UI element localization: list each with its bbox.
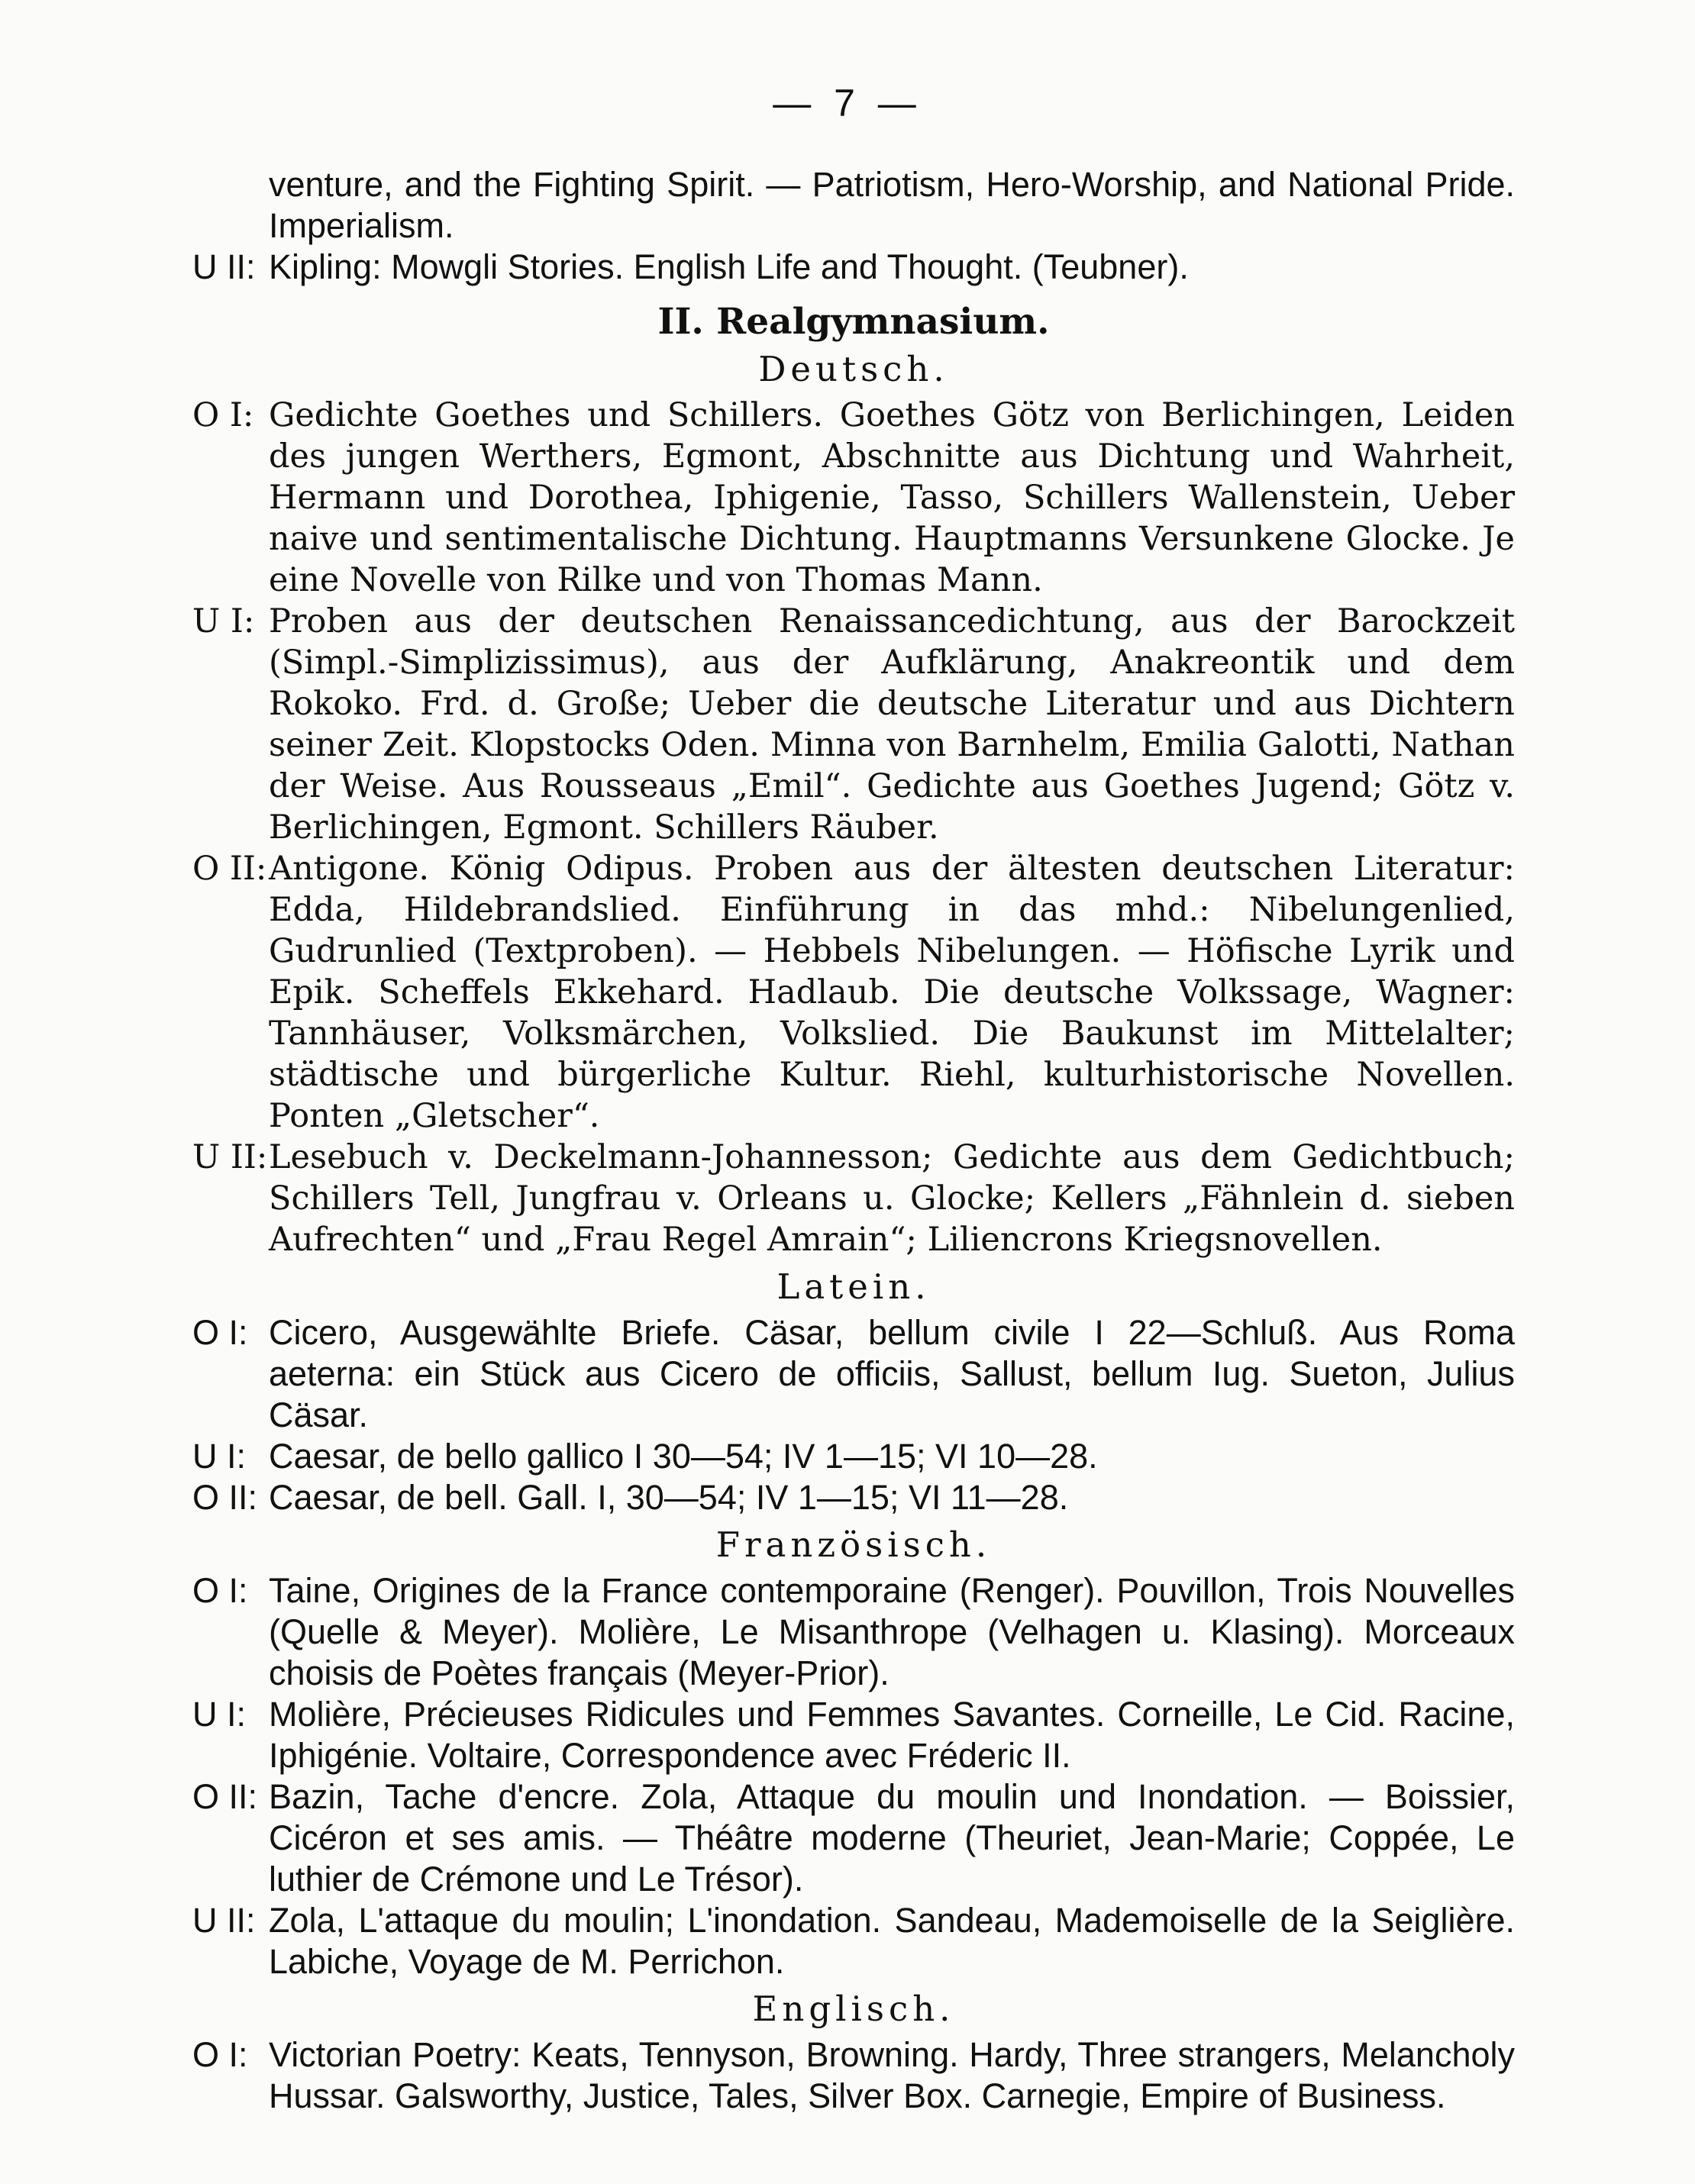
entry-text: Gedichte Goethes und Schillers. Goethes Götz von Berlichingen, Leiden des jungen Werthers, Egmont, Abschnitte aus Dichtung und Wahrheit, Hermann und Dorothea, Iphigenie, Tasso, Schillers Wallenstein, Ueber naive und sentimentalische Dichtung. Hauptmanns Versunkene Glocke. Je eine Novelle von Rilke und von Thomas Mann.	[269, 396, 1515, 599]
subject-heading-englisch: Englisch.	[752, 1989, 955, 2029]
franzoesisch-entry-u-ii	[192, 1900, 1515, 1982]
entry-label: O II:	[192, 1478, 258, 1517]
entry-label: O II:	[192, 850, 267, 888]
entry-label: U I:	[192, 1695, 247, 1734]
deutsch-entry-u-i	[192, 601, 1515, 848]
entry-text: Bazin, Tache d'encre. Zola, Attaque du moulin und Inondation. — Boissier, Cicéron et ses amis. — Théâtre moderne (Theuriet, Jean-Marie; Coppée, Le luthier de Crémone und Le Trésor).	[269, 1777, 1515, 1898]
subject-heading-franzoesisch: Französisch.	[715, 1524, 992, 1565]
entry-label: O I:	[192, 1571, 248, 1610]
entry-u-ii-kipling	[192, 247, 1515, 288]
deutsch-entry-o-i	[192, 395, 1515, 601]
latein-entry-o-i	[192, 1312, 1515, 1436]
englisch-entry-o-i	[192, 2034, 1515, 2117]
entry-text: Antigone. König Odipus. Proben aus der ältesten deutschen Literatur: Edda, Hildebrandslied. Einführung in das mhd.: Nibelungenlied, Gudrunlied (Textproben). — Hebbels Nibelungen. — Höfische Lyrik und Epik. Scheffels Ekkehard. Hadlaub. Die deutsche Volkssage, Wagner: Tannhäuser, Volksmärchen, Volkslied. Die Baukunst im Mittelalter; städtische und bürgerliche Kultur. Riehl, kulturhistorische Novellen. Ponten „Gletscher“.	[269, 850, 1515, 1135]
entry-text: Caesar, de bello gallico I 30—54; IV 1—15; VI 10—28.	[269, 1437, 1098, 1476]
section-title-realgymnasium: II. Realgymnasium.	[657, 301, 1050, 343]
entry-text: Victorian Poetry: Keats, Tennyson, Browning. Hardy, Three strangers, Melancholy Hussar. Galsworthy, Justice, Tales, Silver Box. Carnegie, Empire of Business.	[269, 2035, 1515, 2115]
continuation-paragraph: venture, and the Fighting Spirit. — Patriotism, Hero-Worship, and National Pride. Imperialism.	[269, 165, 1515, 245]
page-content	[192, 164, 1515, 2117]
entry-text: Proben aus der deutschen Renaissancedichtung, aus der Barockzeit (Simpl.-Simplizissimus), aus der Aufklärung, Anakreontik und dem Rokoko. Frd. d. Große; Ueber die deutsche Literatur und aus Dichtern seiner Zeit. Klopstocks Oden. Minna von Barnhelm, Emilia Galotti, Nathan der Weise. Aus Rousseaus „Emil“. Gedichte aus Goethes Jugend; Götz v. Berlichingen, Egmont. Schillers Räuber.	[269, 602, 1515, 847]
entry-text: Lesebuch v. Deckelmann-Johannesson; Gedichte aus dem Gedichtbuch; Schillers Tell, Jungfrau v. Orleans u. Glocke; Kellers „Fähnlein d. sieben Aufrechten“ und „Frau Regel Amrain“; Liliencrons Kriegsnovellen.	[269, 1138, 1515, 1259]
entry-text: Kipling: Mowgli Stories. English Life and Thought. (Teubner).	[269, 247, 1189, 286]
entry-label: O I:	[192, 1313, 248, 1352]
entry-label: O I:	[192, 2035, 248, 2074]
page-number: — 7 —	[773, 82, 922, 124]
entry-label: U I:	[192, 602, 255, 640]
deutsch-entry-o-ii	[192, 848, 1515, 1137]
entry-label: U I:	[192, 1437, 247, 1476]
deutsch-entry-u-ii	[192, 1137, 1515, 1260]
latein-entry-u-i	[192, 1436, 1515, 1477]
franzoesisch-entry-o-ii	[192, 1776, 1515, 1900]
entry-label: O I:	[192, 396, 254, 434]
franzoesisch-entry-o-i	[192, 1570, 1515, 1694]
franzoesisch-entry-u-i	[192, 1694, 1515, 1776]
entry-text: Caesar, de bell. Gall. I, 30—54; IV 1—15; VI 11—28.	[269, 1478, 1069, 1517]
subject-heading-latein: Latein.	[776, 1266, 931, 1307]
entry-label: O II:	[192, 1777, 258, 1816]
entry-label: U II:	[192, 1901, 256, 1940]
entry-text: Taine, Origines de la France contemporaine (Renger). Pouvillon, Trois Nouvelles (Quelle & Meyer). Molière, Le Misanthrope (Velhagen u. Klasing). Morceaux choisis de Poètes français (Meyer-Prior).	[269, 1571, 1515, 1692]
entry-label: U II:	[192, 1138, 268, 1176]
entry-text: Zola, L'attaque du moulin; L'inondation. Sandeau, Mademoiselle de la Seiglière. Labiche, Voyage de M. Perrichon.	[269, 1901, 1515, 1981]
entry-text: Cicero, Ausgewählte Briefe. Cäsar, bellum civile I 22—Schluß. Aus Roma aeterna: ein Stück aus Cicero de officiis, Sallust, bellum Iug. Sueton, Julius Cäsar.	[269, 1313, 1515, 1434]
entry-label: U II:	[192, 247, 256, 286]
entry-text: Molière, Précieuses Ridicules und Femmes Savantes. Corneille, Le Cid. Racine, Iphigénie. Voltaire, Correspondence avec Fréderic II.	[269, 1695, 1515, 1775]
latein-entry-o-ii	[192, 1477, 1515, 1518]
subject-heading-deutsch: Deutsch.	[758, 349, 949, 389]
